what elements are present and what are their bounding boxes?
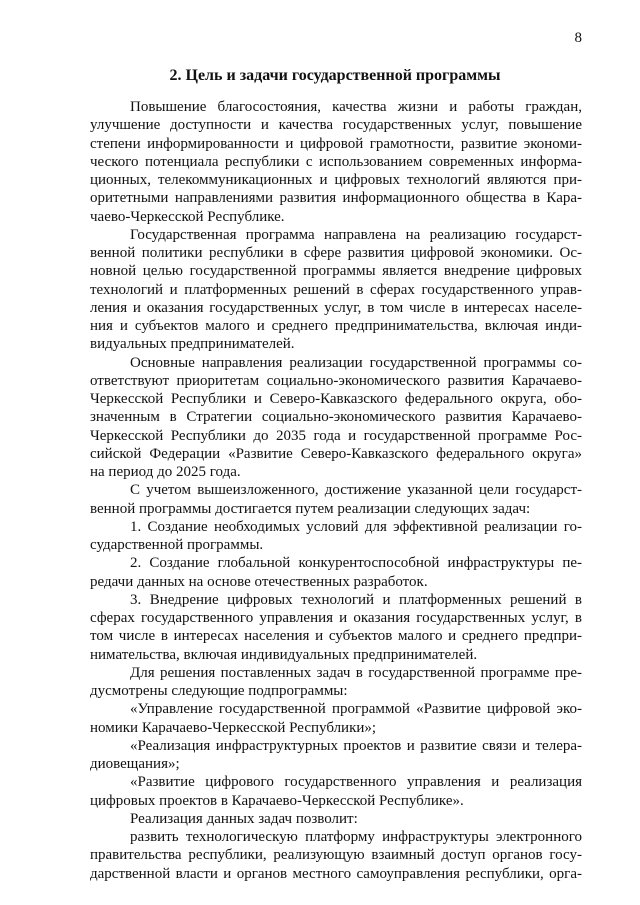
text-line: сферах государственного управления и оказания государственных услуг, в (90, 610, 582, 626)
text-line: Черкесской Республики и Северо-Кавказского федерального округа, обо- (90, 391, 582, 407)
text-line: 3. Внедрение цифровых технологий и платформенных решений в (130, 591, 582, 608)
text-line: Основные направления реализации государственной программы со- (130, 354, 582, 371)
page-number: 8 (574, 30, 582, 46)
text-line: ления и оказания государственных услуг, в том числе в интересах населе- (90, 299, 582, 316)
text-line: 1. Создание необходимых условий для эффективной реализации го- (130, 518, 582, 535)
document-body (90, 98, 582, 883)
text-line: номики Карачаево-Черкесской Республики»; (90, 719, 377, 736)
text-line: развить технологическую платформу инфраструктуры электронного (130, 829, 582, 845)
text-line: венной программы достигается путем реализации следующих задач: (90, 500, 531, 517)
text-line: чаево-Черкесской Республике. (90, 208, 285, 225)
text-line: дусмотрены следующие подпрограммы: (90, 683, 348, 699)
text-line: диовещания»; (90, 756, 180, 772)
text-line: 2. Создание глобальной конкурентоспособной инфраструктуры пе- (130, 555, 582, 572)
text-line: на период до 2025 года. (90, 464, 241, 480)
text-line: цифровых проектов в Карачаево-Черкесской Республике». (90, 792, 464, 809)
text-line: сийской Федерации «Развитие Северо-Кавказского федерального округа» (90, 445, 582, 462)
paragraph (90, 828, 582, 883)
text-line: ния и субъектов малого и среднего предпринимательства, включая инди- (90, 318, 582, 334)
text-line: редачи данных на основе отечественных разработок. (90, 573, 428, 590)
text-line: улучшение доступности и качества государственных услуг, повышение (90, 117, 582, 134)
paragraph (90, 554, 582, 591)
text-line: нимательства, включая индивидуальных предпринимателей. (90, 646, 478, 663)
text-line: Государственная программа направлена на реализацию государст- (130, 226, 582, 243)
paragraph (90, 98, 582, 226)
text-line: технологий и платформенных решений в сферах государственного управ- (90, 281, 582, 298)
text-line: венной политики республики в сфере развития цифровой экономики. Ос- (90, 245, 582, 261)
text-line: новной целью государственной программы является внедрение цифровых (90, 263, 582, 280)
paragraph (90, 354, 582, 482)
text-line: ционных, телекоммуникационных и цифровых технологий являются при- (90, 172, 582, 188)
paragraph (90, 518, 582, 555)
text-line: ческого потенциала республики с использованием современных информа- (90, 153, 582, 170)
text-line: сударственной программы. (90, 537, 264, 553)
text-line: дарственной власти и органов местного самоуправления республики, орга- (90, 865, 582, 882)
paragraph (90, 810, 582, 828)
paragraph (90, 226, 582, 354)
text-line: значенным в Стратегии социально-экономического развития Карачаево- (90, 409, 582, 426)
paragraph (90, 737, 582, 774)
text-line: Для решения поставленных задач в государственной программе пре- (130, 664, 582, 681)
text-line: ответствуют приоритетам социально-экономического развития Карачаево- (90, 372, 582, 389)
text-line: Черкесской Республики до 2035 года и государственной программе Рос- (90, 427, 582, 444)
text-line: правительства республики, реализующую взаимный доступ органов госу- (90, 847, 582, 864)
paragraph (90, 481, 582, 518)
text-line: Повышение благосостояния, качества жизни и работы граждан, (130, 99, 582, 115)
text-line: С учетом вышеизложенного, достижение указанной цели государст- (130, 482, 582, 499)
paragraph (90, 591, 582, 664)
text-line: «Управление государственной программой «Развитие цифровой эко- (130, 701, 582, 718)
paragraph (90, 773, 582, 810)
text-line: «Реализация инфраструктурных проектов и развитие связи и телера- (130, 737, 582, 754)
text-line: том числе в интересах населения и субъектов малого и среднего предпри- (90, 628, 582, 645)
text-line: степени информированности и цифровой грамотности, развитие экономи- (90, 135, 582, 152)
paragraph (90, 664, 582, 701)
text-line: Реализация данных задач позволит: (130, 810, 358, 827)
section-title: 2. Цель и задачи государственной программы (169, 67, 501, 84)
paragraph (90, 700, 582, 737)
text-line: «Развитие цифрового государственного управления и реализация (130, 774, 582, 791)
text-line: видуальных предпринимателей. (90, 336, 295, 353)
text-line: оритетными направлениями развития информационного общества в Кара- (90, 190, 582, 207)
